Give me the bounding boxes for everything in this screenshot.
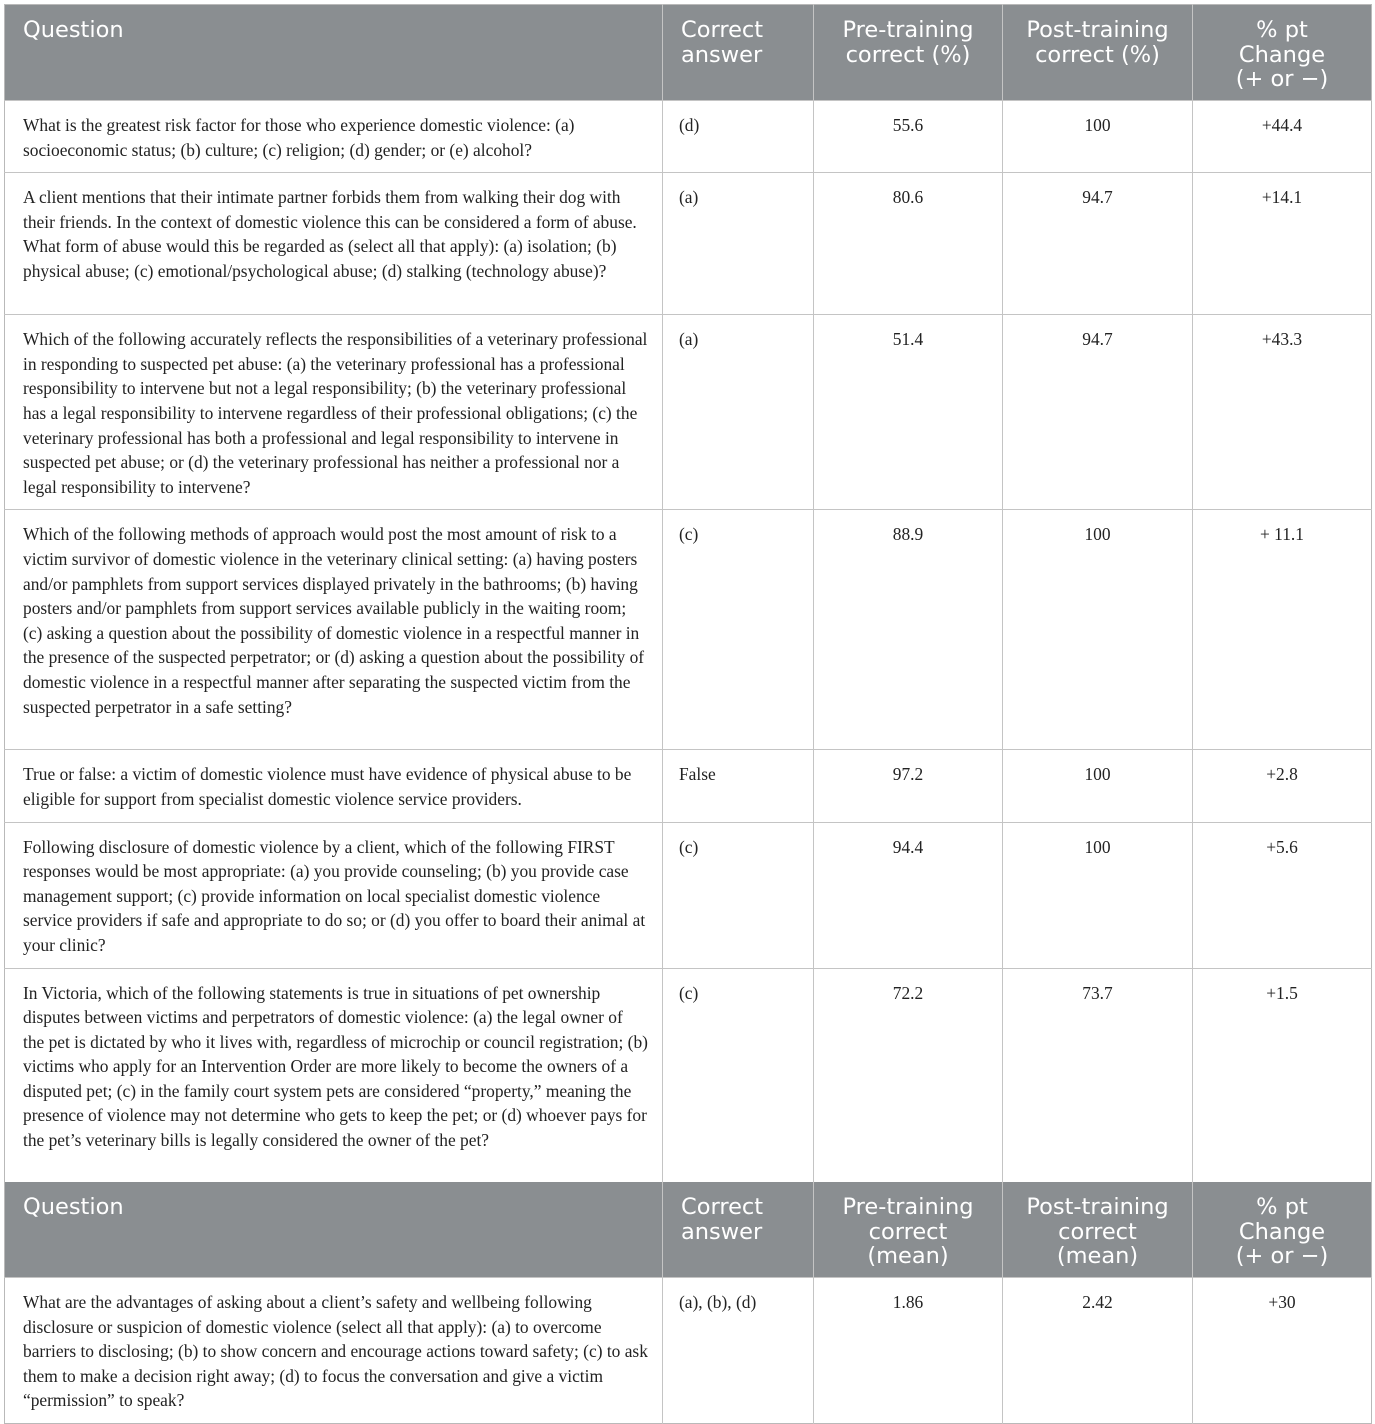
- post-cell: 100: [1003, 750, 1193, 822]
- question-cell: A client mentions that their intimate partner forbids them from walking their dog with their friends. In the context of domestic violence this can be considered a form of abuse. What form of abuse would this be regarded as (select all that apply): (a) isolation; (b) physical abuse; (c) emotional/psychological abuse; (d) stalking (technology abuse)?: [5, 173, 663, 315]
- answer-cell: (a): [663, 173, 814, 315]
- results-table: [4, 4, 1372, 1424]
- answer-cell: (c): [663, 968, 814, 1182]
- table-row: [5, 822, 1372, 968]
- question-cell: Which of the following accurately reflects the responsibilities of a veterinary professional in responding to suspected pet abuse: (a) the veterinary professional has a professional responsibility to intervene but not a legal responsibility; (b) the veterinary professional has a legal responsibility to intervene regardless of their professional obligations; (c) the veterinary professional has both a professional and legal responsibility to intervene in suspected pet abuse; or (d) the veterinary professional has neither a professional nor a legal responsibility to intervene?: [5, 315, 663, 510]
- table1-header-row: [5, 5, 1372, 101]
- table-row: [5, 173, 1372, 315]
- answer-cell: (d): [663, 101, 814, 173]
- header-post-training: Post-training correct (mean): [1003, 1182, 1193, 1278]
- answer-cell: (a): [663, 315, 814, 510]
- post-cell: 100: [1003, 822, 1193, 968]
- change-cell: +43.3: [1193, 315, 1372, 510]
- header-question: Question: [5, 1182, 663, 1278]
- question-cell: Following disclosure of domestic violence by a client, which of the following FIRST responses would be most appropriate: (a) you provide counseling; (b) you provide case management support; (c) provide information on local specialist domestic violence service providers if safe and appropriate to do so; or (d) you offer to board their animal at your clinic?: [5, 822, 663, 968]
- question-cell: What are the advantages of asking about a client’s safety and wellbeing following disclosure or suspicion of domestic violence (select all that apply): (a) to overcome barriers to disclosing; (b) to show concern and encourage actions toward safety; (c) to ask them to make a decision right away; (d) to focus the conversation and give a victim “permission” to speak?: [5, 1278, 663, 1424]
- header-pt-change: % pt Change (+ or −): [1193, 1182, 1372, 1278]
- change-cell: +2.8: [1193, 750, 1372, 822]
- pre-cell: 72.2: [814, 968, 1003, 1182]
- header-question: Question: [5, 5, 663, 101]
- answer-cell: (c): [663, 822, 814, 968]
- header-correct-answer: Correct answer: [663, 5, 814, 101]
- table-row: [5, 750, 1372, 822]
- header-pt-change: % pt Change (+ or −): [1193, 5, 1372, 101]
- change-cell: +5.6: [1193, 822, 1372, 968]
- post-cell: 2.42: [1003, 1278, 1193, 1424]
- question-cell: True or false: a victim of domestic violence must have evidence of physical abuse to be eligible for support from specialist domestic violence service providers.: [5, 750, 663, 822]
- table-row: [5, 101, 1372, 173]
- post-cell: 73.7: [1003, 968, 1193, 1182]
- pre-cell: 88.9: [814, 510, 1003, 750]
- header-pre-training: Pre-training correct (%): [814, 5, 1003, 101]
- pre-cell: 94.4: [814, 822, 1003, 968]
- answer-cell: False: [663, 750, 814, 822]
- header-post-training: Post-training correct (%): [1003, 5, 1193, 101]
- post-cell: 94.7: [1003, 173, 1193, 315]
- pre-cell: 80.6: [814, 173, 1003, 315]
- table2-header-row: [5, 1182, 1372, 1278]
- post-cell: 100: [1003, 510, 1193, 750]
- change-cell: +1.5: [1193, 968, 1372, 1182]
- question-cell: What is the greatest risk factor for those who experience domestic violence: (a) socioeconomic status; (b) culture; (c) religion; (d) gender; or (e) alcohol?: [5, 101, 663, 173]
- change-cell: +30: [1193, 1278, 1372, 1424]
- question-cell: In Victoria, which of the following statements is true in situations of pet ownership disputes between victims and perpetrators of domestic violence: (a) the legal owner of the pet is dictated by who it lives with, regardless of microchip or council registration; (b) victims who apply for an Intervention Order are more likely to become the owners of a disputed pet; (c) in the family court system pets are considered “property,” meaning the presence of violence may not determine who gets to keep the pet; or (d) whoever pays for the pet’s veterinary bills is legally considered the owner of the pet?: [5, 968, 663, 1182]
- pre-cell: 51.4: [814, 315, 1003, 510]
- header-correct-answer: Correct answer: [663, 1182, 814, 1278]
- change-cell: +14.1: [1193, 173, 1372, 315]
- table-row: [5, 315, 1372, 510]
- table-row: [5, 510, 1372, 750]
- post-cell: 100: [1003, 101, 1193, 173]
- post-cell: 94.7: [1003, 315, 1193, 510]
- change-cell: +44.4: [1193, 101, 1372, 173]
- answer-cell: (c): [663, 510, 814, 750]
- table-row: [5, 968, 1372, 1182]
- answer-cell: (a), (b), (d): [663, 1278, 814, 1424]
- pre-cell: 1.86: [814, 1278, 1003, 1424]
- question-cell: Which of the following methods of approach would post the most amount of risk to a victim survivor of domestic violence in the veterinary clinical setting: (a) having posters and/or pamphlets from support services displayed privately in the bathrooms; (b) having posters and/or pamphlets from support services available publicly in the waiting room; (c) asking a question about the possibility of domestic violence in a respectful manner in the presence of the suspected perpetrator; or (d) asking a question about the possibility of domestic violence in a respectful manner after separating the suspected victim from the suspected perpetrator in a safe setting?: [5, 510, 663, 750]
- header-pre-training: Pre-training correct (mean): [814, 1182, 1003, 1278]
- table-row: [5, 1278, 1372, 1424]
- pre-cell: 97.2: [814, 750, 1003, 822]
- pre-cell: 55.6: [814, 101, 1003, 173]
- change-cell: + 11.1: [1193, 510, 1372, 750]
